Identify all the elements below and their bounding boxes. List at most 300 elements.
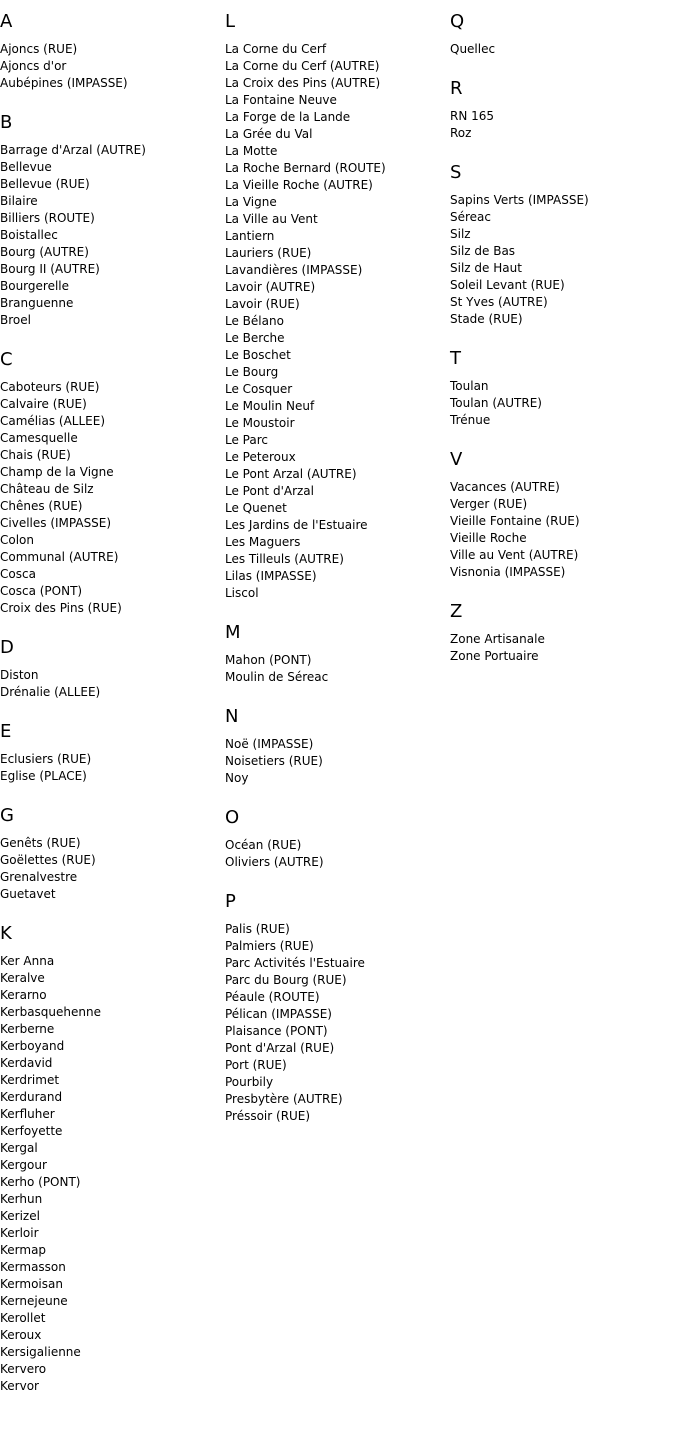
street-link[interactable]: Silz de Bas bbox=[450, 244, 516, 258]
street-link[interactable]: Billiers (ROUTE) bbox=[0, 211, 95, 225]
street-item bbox=[225, 736, 450, 753]
street-item bbox=[0, 1276, 225, 1293]
street-link[interactable]: Kerarno bbox=[0, 988, 47, 1002]
street-item bbox=[450, 648, 675, 665]
street-link[interactable]: Préssoir (RUE) bbox=[225, 1109, 311, 1123]
letter-heading: S bbox=[450, 162, 462, 183]
street-list bbox=[0, 953, 225, 1395]
street-item bbox=[0, 1378, 225, 1395]
letter-section bbox=[225, 11, 450, 602]
letter-heading: M bbox=[225, 622, 241, 643]
street-link[interactable]: Kerberne bbox=[0, 1022, 55, 1036]
street-link[interactable]: Port (RUE) bbox=[225, 1058, 287, 1072]
street-link[interactable]: Soleil Levant (RUE) bbox=[450, 278, 565, 292]
street-link[interactable]: Ajoncs (RUE) bbox=[0, 42, 78, 56]
street-item bbox=[0, 261, 225, 278]
street-item bbox=[225, 398, 450, 415]
street-item bbox=[450, 412, 675, 429]
street-link[interactable]: La Croix des Pins (AUTRE) bbox=[225, 76, 381, 90]
street-item bbox=[225, 669, 450, 686]
street-list bbox=[0, 41, 225, 92]
street-link[interactable]: Lavoir (RUE) bbox=[225, 297, 300, 311]
street-item bbox=[0, 159, 225, 176]
street-link[interactable]: Le Berche bbox=[225, 331, 285, 345]
street-link[interactable]: Kersigalienne bbox=[0, 1345, 81, 1359]
street-item bbox=[0, 515, 225, 532]
letter-section bbox=[450, 11, 675, 58]
street-item bbox=[225, 177, 450, 194]
street-item bbox=[450, 277, 675, 294]
street-link[interactable]: Bellevue bbox=[0, 160, 52, 174]
street-link[interactable]: Séreac bbox=[450, 210, 492, 224]
street-item bbox=[0, 75, 225, 92]
street-item bbox=[225, 415, 450, 432]
letter-section bbox=[0, 112, 225, 329]
street-link[interactable]: Lantiern bbox=[225, 229, 275, 243]
street-list bbox=[450, 108, 675, 142]
street-link[interactable]: La Corne du Cerf (AUTRE) bbox=[225, 59, 380, 73]
letter-heading: E bbox=[0, 721, 12, 742]
street-link[interactable]: Kergour bbox=[0, 1158, 47, 1172]
street-link[interactable]: Chais (RUE) bbox=[0, 448, 71, 462]
street-list bbox=[0, 835, 225, 903]
street-item bbox=[0, 852, 225, 869]
street-item bbox=[0, 58, 225, 75]
street-item bbox=[225, 75, 450, 92]
street-link[interactable]: RN 165 bbox=[450, 109, 495, 123]
letter-heading: P bbox=[225, 891, 236, 912]
street-link[interactable]: Calvaire (RUE) bbox=[0, 397, 87, 411]
street-link[interactable]: Aubépines (IMPASSE) bbox=[0, 76, 128, 90]
street-item bbox=[225, 837, 450, 854]
street-link[interactable]: Le Peteroux bbox=[225, 450, 296, 464]
street-link[interactable]: Toulan bbox=[450, 379, 489, 393]
street-link[interactable]: Drénalie (ALLEE) bbox=[0, 685, 101, 699]
street-link[interactable]: Bourgerelle bbox=[0, 279, 70, 293]
street-link[interactable]: Silz de Haut bbox=[450, 261, 522, 275]
street-list bbox=[0, 751, 225, 785]
street-item bbox=[0, 970, 225, 987]
street-link[interactable]: Château de Silz bbox=[0, 482, 94, 496]
street-item bbox=[225, 58, 450, 75]
street-item bbox=[0, 987, 225, 1004]
letter-section bbox=[450, 78, 675, 142]
street-item bbox=[0, 1157, 225, 1174]
street-item bbox=[225, 753, 450, 770]
street-item bbox=[450, 41, 675, 58]
street-link[interactable]: Eclusiers (RUE) bbox=[0, 752, 92, 766]
street-list bbox=[450, 41, 675, 58]
street-link[interactable]: Cosca (PONT) bbox=[0, 584, 83, 598]
street-link[interactable]: Parc Activités l'Estuaire bbox=[225, 956, 365, 970]
street-item bbox=[0, 1259, 225, 1276]
street-link[interactable]: Lauriers (RUE) bbox=[225, 246, 312, 260]
letter-section bbox=[225, 807, 450, 871]
street-link[interactable]: Cosca bbox=[0, 567, 36, 581]
street-link[interactable]: Lavoir (AUTRE) bbox=[225, 280, 316, 294]
letter-heading: N bbox=[225, 706, 239, 727]
street-item bbox=[225, 381, 450, 398]
street-link[interactable]: Bilaire bbox=[0, 194, 38, 208]
street-link[interactable]: La Fontaine Neuve bbox=[225, 93, 337, 107]
letter-section bbox=[225, 706, 450, 787]
street-link[interactable]: Diston bbox=[0, 668, 39, 682]
street-item bbox=[0, 583, 225, 600]
street-item bbox=[0, 886, 225, 903]
street-item bbox=[0, 1361, 225, 1378]
street-item bbox=[450, 260, 675, 277]
street-index-column-3 bbox=[450, 0, 675, 665]
street-link[interactable]: Kerollet bbox=[0, 1311, 46, 1325]
street-item bbox=[0, 1327, 225, 1344]
street-item bbox=[450, 547, 675, 564]
street-list bbox=[225, 837, 450, 871]
street-link[interactable]: Kerdurand bbox=[0, 1090, 63, 1104]
street-link[interactable]: Kermasson bbox=[0, 1260, 66, 1274]
street-link[interactable]: Pourbily bbox=[225, 1075, 274, 1089]
letter-heading: L bbox=[225, 11, 236, 32]
street-item bbox=[0, 532, 225, 549]
street-link[interactable]: Oliviers (AUTRE) bbox=[225, 855, 324, 869]
street-item bbox=[0, 193, 225, 210]
street-link[interactable]: Quellec bbox=[450, 42, 496, 56]
street-link[interactable]: St Yves (AUTRE) bbox=[450, 295, 548, 309]
street-link[interactable]: La Vigne bbox=[225, 195, 277, 209]
street-link[interactable]: Les Maguers bbox=[225, 535, 301, 549]
street-item bbox=[0, 176, 225, 193]
street-item bbox=[450, 530, 675, 547]
street-link[interactable]: Pont d'Arzal (RUE) bbox=[225, 1041, 335, 1055]
letter-heading: B bbox=[0, 112, 13, 133]
street-link[interactable]: Kerboyand bbox=[0, 1039, 65, 1053]
street-link[interactable]: Kergal bbox=[0, 1141, 38, 1155]
street-link[interactable]: La Forge de la Lande bbox=[225, 110, 351, 124]
street-item bbox=[225, 854, 450, 871]
street-link[interactable]: Lavandières (IMPASSE) bbox=[225, 263, 363, 277]
street-list bbox=[450, 192, 675, 328]
street-link[interactable]: Grenalvestre bbox=[0, 870, 78, 884]
street-link[interactable]: Caboteurs (RUE) bbox=[0, 380, 100, 394]
street-item bbox=[450, 294, 675, 311]
street-item bbox=[450, 496, 675, 513]
street-item bbox=[225, 938, 450, 955]
street-list bbox=[0, 379, 225, 617]
street-item bbox=[225, 1040, 450, 1057]
street-link[interactable]: Le Pont d'Arzal bbox=[225, 484, 314, 498]
street-link[interactable]: Bellevue (RUE) bbox=[0, 177, 90, 191]
street-item bbox=[225, 432, 450, 449]
street-item bbox=[0, 751, 225, 768]
street-link[interactable]: Broel bbox=[0, 313, 31, 327]
street-item bbox=[225, 500, 450, 517]
street-link[interactable]: Noisetiers (RUE) bbox=[225, 754, 323, 768]
street-item bbox=[225, 245, 450, 262]
street-link[interactable]: Roz bbox=[450, 126, 472, 140]
letter-heading: Q bbox=[450, 11, 465, 32]
street-index-column-1 bbox=[0, 0, 225, 1395]
street-list bbox=[450, 631, 675, 665]
street-link[interactable]: Le Moustoir bbox=[225, 416, 295, 430]
street-list bbox=[225, 736, 450, 787]
letter-heading: K bbox=[0, 923, 12, 944]
letter-section bbox=[0, 923, 225, 1395]
street-link[interactable]: Verger (RUE) bbox=[450, 497, 528, 511]
street-item bbox=[0, 684, 225, 701]
street-link[interactable]: Champ de la Vigne bbox=[0, 465, 114, 479]
street-link[interactable]: La Ville au Vent bbox=[225, 212, 318, 226]
street-link[interactable]: Kerdavid bbox=[0, 1056, 53, 1070]
street-link[interactable]: Kerho (PONT) bbox=[0, 1175, 81, 1189]
street-link[interactable]: Guetavet bbox=[0, 887, 56, 901]
street-item bbox=[0, 295, 225, 312]
street-link[interactable]: Ville au Vent (AUTRE) bbox=[450, 548, 579, 562]
street-link[interactable]: Keroux bbox=[0, 1328, 42, 1342]
street-link[interactable]: Océan (RUE) bbox=[225, 838, 302, 852]
street-link[interactable]: Zone Artisanale bbox=[450, 632, 545, 646]
street-link[interactable]: Boistallec bbox=[0, 228, 58, 242]
street-link[interactable]: Barrage d'Arzal (AUTRE) bbox=[0, 143, 146, 157]
street-item bbox=[0, 1208, 225, 1225]
street-link[interactable]: Communal (AUTRE) bbox=[0, 550, 119, 564]
street-link[interactable]: Le Moulin Neuf bbox=[225, 399, 315, 413]
street-item bbox=[0, 278, 225, 295]
letter-section bbox=[450, 162, 675, 328]
street-item bbox=[225, 313, 450, 330]
street-list bbox=[450, 378, 675, 429]
street-item bbox=[225, 517, 450, 534]
street-link[interactable]: Civelles (IMPASSE) bbox=[0, 516, 112, 530]
street-list bbox=[225, 921, 450, 1125]
street-link[interactable]: Chênes (RUE) bbox=[0, 499, 83, 513]
street-link[interactable]: Camélias (ALLEE) bbox=[0, 414, 105, 428]
street-item bbox=[0, 1089, 225, 1106]
street-item bbox=[0, 379, 225, 396]
street-item bbox=[0, 227, 225, 244]
street-link[interactable]: Croix des Pins (RUE) bbox=[0, 601, 122, 615]
letter-section bbox=[450, 348, 675, 429]
letter-heading: T bbox=[450, 348, 461, 369]
street-link[interactable]: Le Pont Arzal (AUTRE) bbox=[225, 467, 357, 481]
street-item bbox=[225, 211, 450, 228]
street-list bbox=[225, 41, 450, 602]
street-link[interactable]: Eglise (PLACE) bbox=[0, 769, 87, 783]
street-item bbox=[0, 1242, 225, 1259]
street-item bbox=[450, 209, 675, 226]
street-item bbox=[0, 953, 225, 970]
letter-section bbox=[0, 349, 225, 617]
street-item bbox=[0, 396, 225, 413]
street-link[interactable]: La Corne du Cerf bbox=[225, 42, 327, 56]
street-link[interactable]: La Grée du Val bbox=[225, 127, 313, 141]
street-item bbox=[450, 108, 675, 125]
street-item bbox=[450, 631, 675, 648]
street-item bbox=[450, 125, 675, 142]
street-link[interactable]: Pélican (IMPASSE) bbox=[225, 1007, 332, 1021]
street-item bbox=[0, 1038, 225, 1055]
street-link[interactable]: La Roche Bernard (ROUTE) bbox=[225, 161, 386, 175]
street-link[interactable]: Silz bbox=[450, 227, 471, 241]
letter-heading: D bbox=[0, 637, 14, 658]
street-item bbox=[225, 1023, 450, 1040]
street-link[interactable]: Kermap bbox=[0, 1243, 47, 1257]
street-link[interactable]: Kervero bbox=[0, 1362, 47, 1376]
street-link[interactable]: Lilas (IMPASSE) bbox=[225, 569, 317, 583]
street-item bbox=[450, 395, 675, 412]
street-item bbox=[0, 312, 225, 329]
letter-heading: V bbox=[450, 449, 463, 470]
street-item bbox=[0, 600, 225, 617]
street-link[interactable]: Ajoncs d'or bbox=[0, 59, 67, 73]
street-item bbox=[450, 192, 675, 209]
street-link[interactable]: Zone Portuaire bbox=[450, 649, 539, 663]
street-list bbox=[225, 652, 450, 686]
street-link[interactable]: Camesquelle bbox=[0, 431, 78, 445]
street-item bbox=[225, 770, 450, 787]
street-link[interactable]: Kerdrimet bbox=[0, 1073, 60, 1087]
street-item bbox=[225, 228, 450, 245]
street-link[interactable]: Keralve bbox=[0, 971, 45, 985]
street-link[interactable]: Bourg (AUTRE) bbox=[0, 245, 89, 259]
street-link[interactable]: Le Quenet bbox=[225, 501, 287, 515]
street-item bbox=[0, 1225, 225, 1242]
street-link[interactable]: Parc du Bourg (RUE) bbox=[225, 973, 347, 987]
street-link[interactable]: Noy bbox=[225, 771, 249, 785]
street-item bbox=[225, 466, 450, 483]
street-link[interactable]: Vieille Fontaine (RUE) bbox=[450, 514, 580, 528]
street-link[interactable]: Moulin de Séreac bbox=[225, 670, 329, 684]
street-link[interactable]: Péaule (ROUTE) bbox=[225, 990, 320, 1004]
street-item bbox=[225, 921, 450, 938]
street-item bbox=[0, 464, 225, 481]
street-link[interactable]: Colon bbox=[0, 533, 35, 547]
letter-section bbox=[0, 637, 225, 701]
letter-section bbox=[225, 622, 450, 686]
street-link[interactable]: Le Bourg bbox=[225, 365, 279, 379]
letter-section bbox=[450, 449, 675, 581]
street-link[interactable]: Le Parc bbox=[225, 433, 268, 447]
street-item bbox=[225, 194, 450, 211]
street-link[interactable]: La Vieille Roche (AUTRE) bbox=[225, 178, 373, 192]
street-link[interactable]: Branguenne bbox=[0, 296, 74, 310]
street-link[interactable]: Genêts (RUE) bbox=[0, 836, 81, 850]
letter-heading: A bbox=[0, 11, 13, 32]
street-item bbox=[225, 296, 450, 313]
street-item bbox=[225, 449, 450, 466]
street-item bbox=[225, 347, 450, 364]
street-item bbox=[225, 1057, 450, 1074]
street-link[interactable]: Visnonia (IMPASSE) bbox=[450, 565, 566, 579]
street-link[interactable]: Vacances (AUTRE) bbox=[450, 480, 560, 494]
street-link[interactable]: Palmiers (RUE) bbox=[225, 939, 314, 953]
street-item bbox=[0, 1293, 225, 1310]
street-item bbox=[450, 513, 675, 530]
street-link[interactable]: Sapins Verts (IMPASSE) bbox=[450, 193, 589, 207]
street-item bbox=[0, 498, 225, 515]
street-link[interactable]: Le Boschet bbox=[225, 348, 291, 362]
street-link[interactable]: Kervor bbox=[0, 1379, 39, 1393]
street-link[interactable]: Liscol bbox=[225, 586, 259, 600]
street-item bbox=[225, 1006, 450, 1023]
street-item bbox=[0, 1174, 225, 1191]
street-link[interactable]: Toulan (AUTRE) bbox=[450, 396, 542, 410]
street-link[interactable]: Ker Anna bbox=[0, 954, 55, 968]
street-link[interactable]: Kerfoyette bbox=[0, 1124, 63, 1138]
street-link[interactable]: Goëlettes (RUE) bbox=[0, 853, 96, 867]
street-link[interactable]: Bourg II (AUTRE) bbox=[0, 262, 100, 276]
street-item bbox=[225, 1074, 450, 1091]
street-item bbox=[0, 667, 225, 684]
street-item bbox=[225, 279, 450, 296]
street-item bbox=[0, 142, 225, 159]
street-item bbox=[225, 364, 450, 381]
street-item bbox=[450, 243, 675, 260]
street-item bbox=[225, 652, 450, 669]
street-link[interactable]: Le Cosquer bbox=[225, 382, 293, 396]
street-item bbox=[0, 1344, 225, 1361]
street-item bbox=[225, 109, 450, 126]
street-link[interactable]: Les Tilleuls (AUTRE) bbox=[225, 552, 344, 566]
street-link[interactable]: Noë (IMPASSE) bbox=[225, 737, 314, 751]
street-item bbox=[0, 1004, 225, 1021]
letter-section bbox=[0, 805, 225, 903]
letter-heading: Z bbox=[450, 601, 463, 622]
street-item bbox=[225, 160, 450, 177]
street-item bbox=[225, 330, 450, 347]
street-link[interactable]: Vieille Roche bbox=[450, 531, 527, 545]
street-item bbox=[0, 1310, 225, 1327]
street-link[interactable]: Presbytère (AUTRE) bbox=[225, 1092, 343, 1106]
street-link[interactable]: Kerfluher bbox=[0, 1107, 55, 1121]
street-item bbox=[450, 564, 675, 581]
letter-heading: O bbox=[225, 807, 240, 828]
street-item bbox=[0, 413, 225, 430]
street-link[interactable]: La Motte bbox=[225, 144, 278, 158]
street-item bbox=[225, 989, 450, 1006]
street-item bbox=[225, 483, 450, 500]
street-link[interactable]: Le Bélano bbox=[225, 314, 284, 328]
street-item bbox=[225, 143, 450, 160]
letter-heading: C bbox=[0, 349, 13, 370]
street-link[interactable]: Les Jardins de l'Estuaire bbox=[225, 518, 368, 532]
letter-heading: G bbox=[0, 805, 14, 826]
street-item bbox=[0, 1140, 225, 1157]
street-item bbox=[450, 311, 675, 328]
street-link[interactable]: Palis (RUE) bbox=[225, 922, 290, 936]
street-item bbox=[0, 430, 225, 447]
letter-heading: R bbox=[450, 78, 463, 99]
street-link[interactable]: Kerizel bbox=[0, 1209, 40, 1223]
street-link[interactable]: Kernejeune bbox=[0, 1294, 68, 1308]
street-link[interactable]: Stade (RUE) bbox=[450, 312, 523, 326]
street-link[interactable]: Kerhun bbox=[0, 1192, 43, 1206]
street-item bbox=[450, 378, 675, 395]
street-link[interactable]: Mahon (PONT) bbox=[225, 653, 312, 667]
street-item bbox=[0, 566, 225, 583]
street-link[interactable]: Plaisance (PONT) bbox=[225, 1024, 328, 1038]
street-link[interactable]: Kerbasquehenne bbox=[0, 1005, 101, 1019]
letter-section bbox=[225, 891, 450, 1125]
street-item bbox=[0, 1072, 225, 1089]
street-link[interactable]: Trénue bbox=[450, 413, 491, 427]
street-item bbox=[0, 1123, 225, 1140]
street-item bbox=[0, 481, 225, 498]
street-item bbox=[225, 126, 450, 143]
street-link[interactable]: Kerloir bbox=[0, 1226, 39, 1240]
street-item bbox=[225, 92, 450, 109]
street-item bbox=[0, 835, 225, 852]
letter-section bbox=[0, 721, 225, 785]
street-link[interactable]: Kermoisan bbox=[0, 1277, 63, 1291]
